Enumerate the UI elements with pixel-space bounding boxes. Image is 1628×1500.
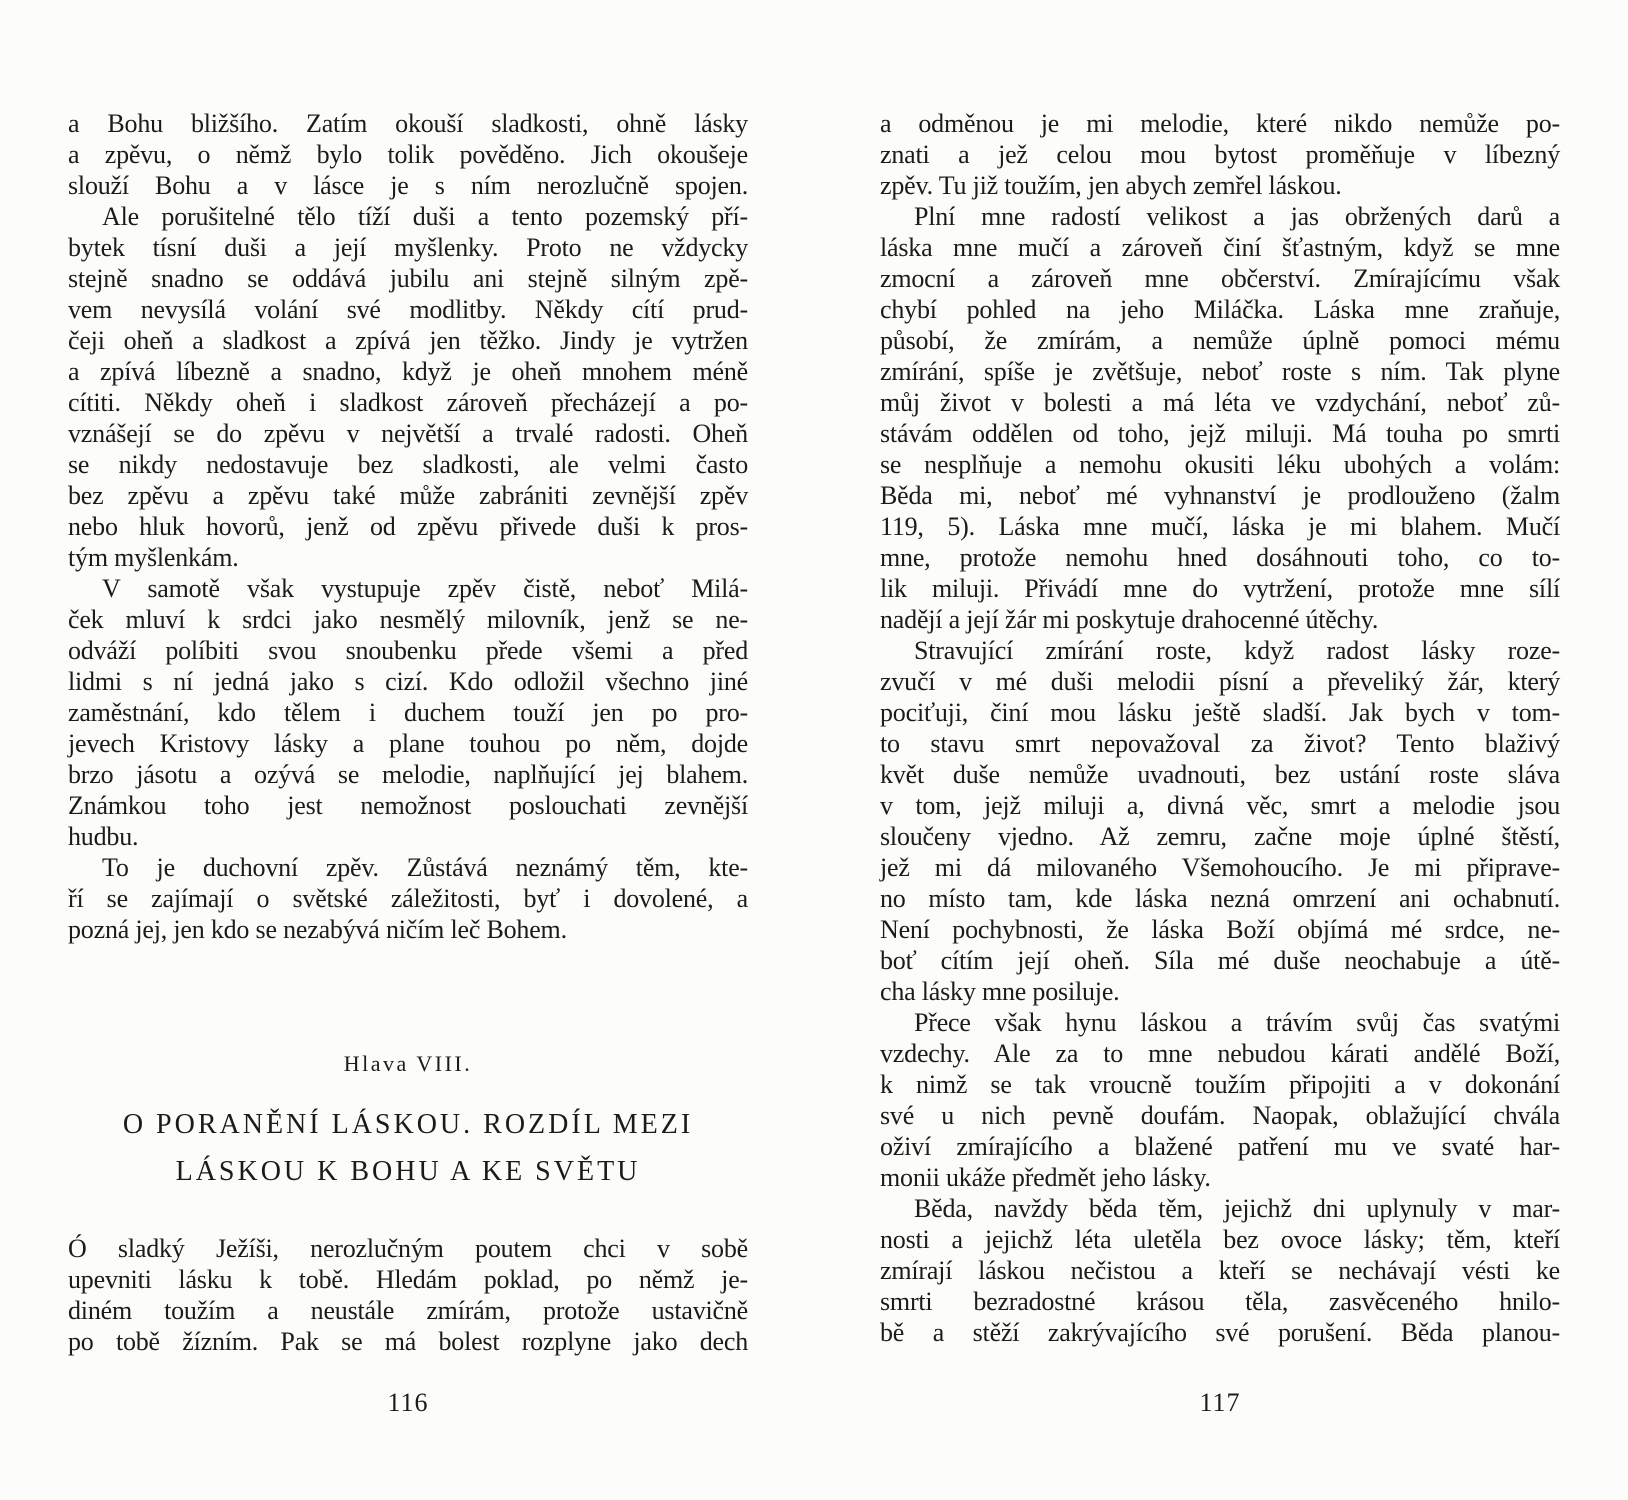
text-line: hudbu. xyxy=(68,822,139,851)
text-line: lidmi s ní jedná jako s cizí. Kdo odložil všechno jiné xyxy=(68,667,748,696)
text-line: brzo jásotu a ozývá se melodie, naplňující jej blahem. xyxy=(68,760,748,789)
text-line: nebo hluk hovorů, jenž od zpěvu přivede duši k pros- xyxy=(68,512,748,541)
page-left-text-column xyxy=(68,108,748,1357)
page-number-right: 117 xyxy=(1199,1388,1241,1417)
text-line: slouží Bohu a v lásce je s ním nerozlučně spojen. xyxy=(68,171,748,200)
text-line: nadějí a její žár mi poskytuje drahocenné útěchy. xyxy=(880,605,1379,634)
text-line: se nikdy nedostavuje bez sladkosti, ale velmi často xyxy=(68,450,748,479)
text-line: stávám oddělen od toho, jejž miluji. Má touha po smrti xyxy=(880,419,1560,448)
paragraph xyxy=(880,635,1560,1007)
text-line: ček mluví k srdci jako nesmělý milovník, jenž se ne- xyxy=(68,605,748,634)
text-line: nosti a jejichž léta uletěla bez ovoce lásky; těm, kteří xyxy=(880,1225,1560,1254)
text-line: k nimž se tak vroucně toužím připojiti a v dokonání xyxy=(880,1070,1560,1099)
text-line: upevniti lásku k tobě. Hledám poklad, po němž je- xyxy=(68,1265,748,1294)
text-line: bě a stěží zakrývajícího své porušení. Běda planou- xyxy=(880,1318,1560,1347)
text-line: lik miluji. Přivádí mne do vytržení, protože mne sílí xyxy=(880,574,1560,603)
text-line: oživí zmírajícího a blažené patření mu ve svaté har- xyxy=(880,1132,1560,1161)
text-line: vznášejí se do zpěvu v největší a trvalé radosti. Oheň xyxy=(68,419,748,448)
text-line: cha lásky mne posiluje. xyxy=(880,977,1120,1006)
text-line: tým myšlenkám. xyxy=(68,543,239,572)
text-line: jevech Kristovy lásky a plane touhou po něm, dojde xyxy=(68,729,748,758)
chapter-title-line: LÁSKOU K BOHU A KE SVĚTU xyxy=(175,1156,641,1187)
text-line: Přece však hynu láskou a trávím svůj čas svatými xyxy=(914,1008,1560,1037)
text-line: láska mne mučí a zároveň činí šťastným, když se mne xyxy=(880,233,1560,262)
text-line: zmocní a zároveň mne občerství. Zmírajícímu však xyxy=(880,264,1560,293)
text-line: působí, že zmírám, a nemůže úplně pomoci mému xyxy=(880,326,1560,355)
text-line: monii ukáže předmět jeho lásky. xyxy=(880,1163,1211,1192)
text-line: 119, 5). Láska mne mučí, láska je mi blahem. Mučí xyxy=(880,512,1560,541)
text-line: v tom, jejž miluji a, divná věc, smrt a melodie jsou xyxy=(880,791,1560,820)
paragraph xyxy=(880,1193,1560,1348)
text-line: čeji oheň a sladkost a zpívá jen těžko. Jindy je vytržen xyxy=(68,326,748,355)
page-number-left: 116 xyxy=(387,1388,429,1417)
text-line: vzdechy. Ale za to mne nebudou kárati andělé Boží, xyxy=(880,1039,1560,1068)
text-line: Běda, navždy běda těm, jejichž dni uplynuly v mar- xyxy=(914,1194,1560,1223)
text-line: Není pochybnosti, že láska Boží objímá mé srdce, ne- xyxy=(880,915,1560,944)
text-line: Ó sladký Ježíši, nerozlučným poutem chci v sobě xyxy=(68,1234,748,1263)
chapter-title-line: O PORANĚNÍ LÁSKOU. ROZDÍL MEZI xyxy=(122,1109,694,1140)
text-line: zmírání, spíše je zvětšuje, neboť roste s ním. Tak plyne xyxy=(880,357,1560,386)
text-line: a Bohu bližšího. Zatím okouší sladkosti, ohně lásky xyxy=(68,109,748,138)
paragraph xyxy=(880,108,1560,201)
text-line: květ duše nemůže uvadnouti, bez ustání roste sláva xyxy=(880,760,1560,789)
text-line: Ale porušitelné tělo tíží duši a tento pozemský pří- xyxy=(102,202,748,231)
text-line: ří se zajímají o světské záležitosti, byť i dovolené, a xyxy=(68,884,748,913)
text-line: a odměnou je mi melodie, které nikdo nemůže po- xyxy=(880,109,1560,138)
text-line: to stavu smrt nepovažoval za život? Tento blaživý xyxy=(880,729,1560,758)
text-line: Plní mne radostí velikost a jas obržených darů a xyxy=(914,202,1560,231)
page-right-text-column xyxy=(880,108,1560,1348)
text-line: zaměstnání, kdo tělem i duchem touží jen po pro- xyxy=(68,698,748,727)
text-line: pozná jej, jen kdo se nezabývá ničím leč Bohem. xyxy=(68,915,567,944)
text-line: no místo tam, kde láska nezná omrzení ani ochabnutí. xyxy=(880,884,1560,913)
text-line: pociťuji, činí mou lásku ještě sladší. Jak bych v tom- xyxy=(880,698,1560,727)
text-line: vem nevysílá volání své modlitby. Někdy cítí prud- xyxy=(68,295,748,324)
text-line: V samotě však vystupuje zpěv čistě, neboť Milá- xyxy=(102,574,748,603)
text-line: smrti bezradostné krásou těla, zasvěceného hnilo- xyxy=(880,1287,1560,1316)
text-line: stejně snadno se oddává jubilu ani stejně silným zpě- xyxy=(68,264,748,293)
paragraph xyxy=(68,573,748,852)
text-line: zvučí v mé duši melodii písní a převeliký žár, který xyxy=(880,667,1560,696)
paragraph xyxy=(68,852,748,945)
text-line: a zpívá líbezně a snadno, když je oheň mnohem méně xyxy=(68,357,748,386)
text-line: po tobě žízním. Pak se má bolest rozplyne jako dech xyxy=(68,1327,748,1356)
text-line: boť cítím její oheň. Síla mé duše neochabuje a útě- xyxy=(880,946,1560,975)
text-line: cítiti. Někdy oheň i sladkost zároveň přecházejí a po- xyxy=(68,388,748,417)
text-line: zmírají láskou nečistou a kteří se nechávají vésti ke xyxy=(880,1256,1560,1285)
paragraph xyxy=(880,201,1560,635)
paragraph xyxy=(68,201,748,573)
text-line: a zpěvu, o němž bylo tolik pověděno. Jich okoušeje xyxy=(68,140,748,169)
paragraph xyxy=(880,1007,1560,1193)
text-line: chybí pohled na jeho Miláčka. Láska mne zraňuje, xyxy=(880,295,1560,324)
text-line: znati a jež celou mou bytost proměňuje v líbezný xyxy=(880,140,1560,169)
paragraph xyxy=(68,108,748,201)
text-line: Běda mi, neboť mé vyhnanství je prodlouženo (žalm xyxy=(880,481,1560,510)
text-line: se nesplňuje a nemohu okusiti léku ubohých a volám: xyxy=(880,450,1560,479)
text-line: jež mi dá milovaného Všemohoucího. Je mi připrave- xyxy=(880,853,1560,882)
text-line: Známkou toho jest nemožnost poslouchati zevnější xyxy=(68,791,748,820)
page-right xyxy=(880,0,1560,1500)
chapter-heading: Hlava VIII. xyxy=(343,1051,473,1076)
paragraph xyxy=(68,1233,748,1357)
text-line: bytek tísní duši a její myšlenky. Proto ne vždycky xyxy=(68,233,748,262)
text-line: své u nich pevně doufám. Naopak, oblažující chvála xyxy=(880,1101,1560,1130)
text-line: Stravující zmírání roste, když radost lásky roze- xyxy=(914,636,1560,665)
text-line: sloučeny vjedno. Až zemru, začne moje úplné štěstí, xyxy=(880,822,1560,851)
text-line: bez zpěvu a zpěvu také může zabrániti zevnější zpěv xyxy=(68,481,748,510)
text-line: mne, protože nemohu hned dosáhnouti toho, co to- xyxy=(880,543,1560,572)
text-line: diném toužím a neustále zmírám, protože ustavičně xyxy=(68,1296,748,1325)
text-line: odváží políbiti svou snoubenku přede všemi a před xyxy=(68,636,748,665)
chapter-title xyxy=(68,1101,748,1195)
text-line: zpěv. Tu již toužím, jen abych zemřel láskou. xyxy=(880,171,1342,200)
text-line: můj život v bolesti a má léta ve vzdychání, neboť zů- xyxy=(880,388,1560,417)
text-line: To je duchovní zpěv. Zůstává neznámý těm, kte- xyxy=(102,853,748,882)
page-left xyxy=(68,0,748,1500)
